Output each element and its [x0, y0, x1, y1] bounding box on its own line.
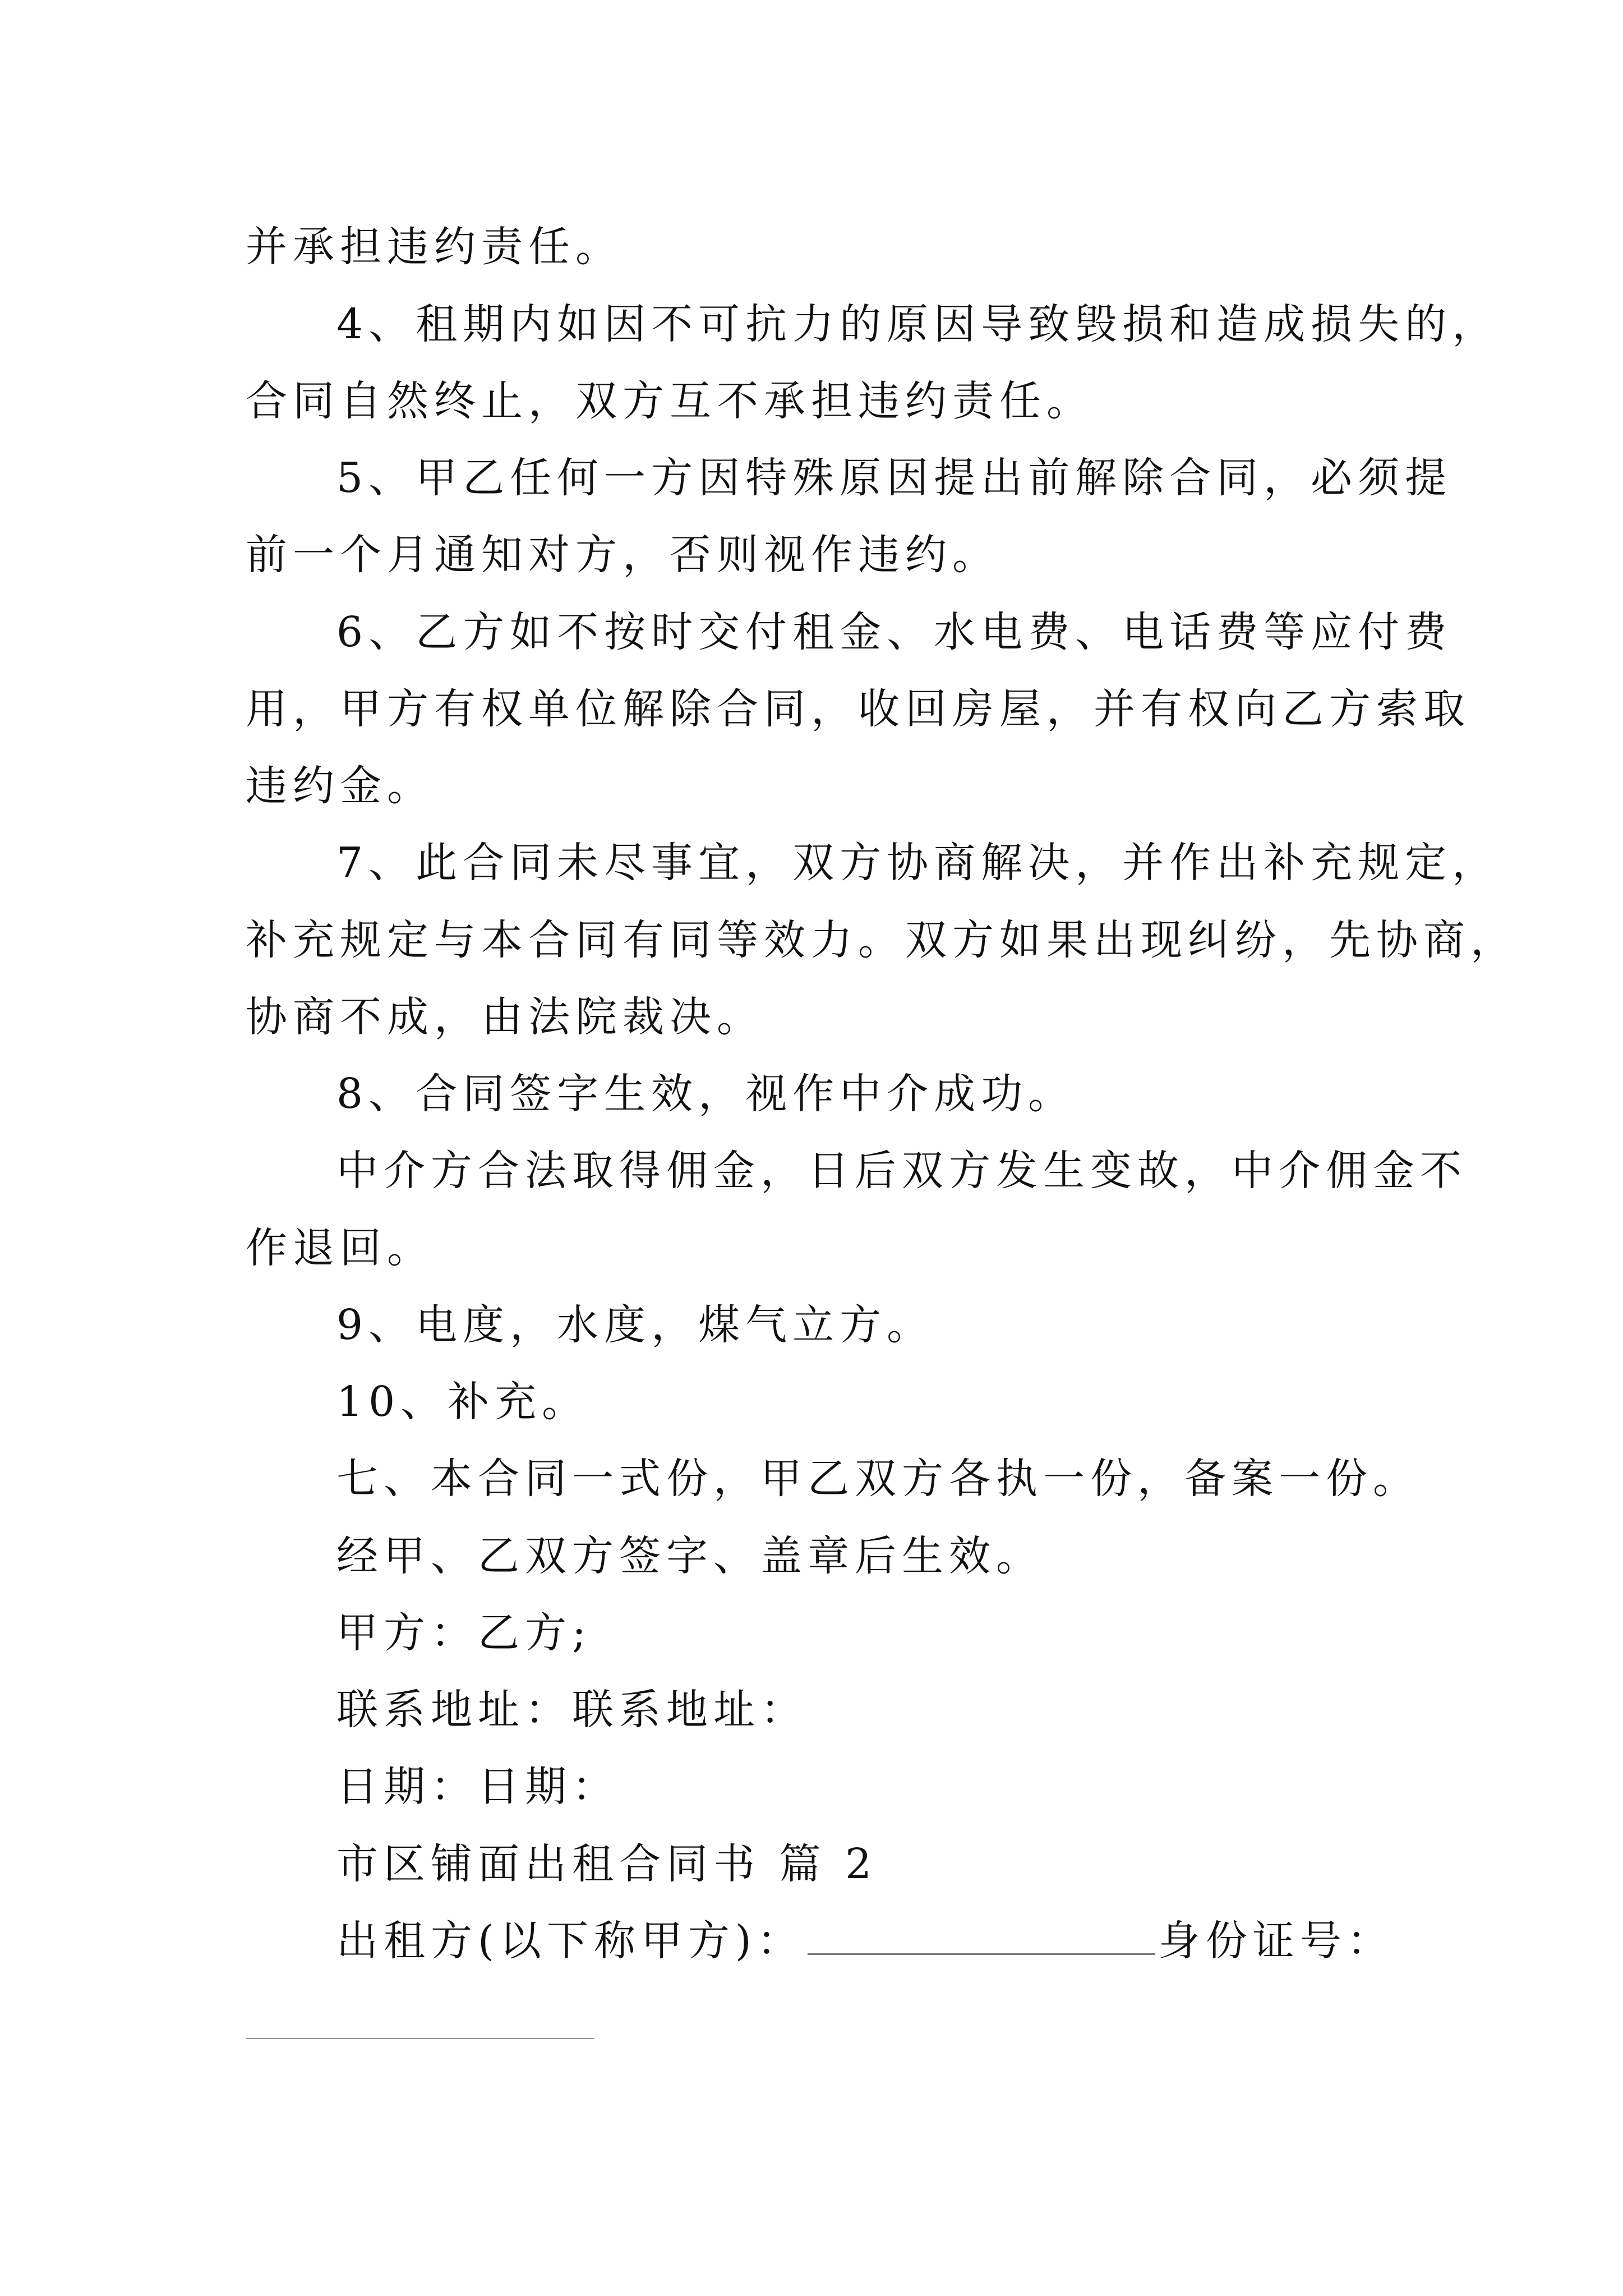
text-line: 合同自然终止，双方互不承担违约责任。 [246, 377, 1094, 425]
text-line: 甲方：乙方; [336, 1609, 592, 1657]
section-heading: 市区铺面出租合同书 篇 2 [336, 1840, 878, 1888]
id-number-label: 身份证号： [1158, 1917, 1394, 1965]
text-line: 经甲、乙双方签字、盖章后生效。 [336, 1532, 1043, 1580]
footnote-divider [246, 2038, 594, 2039]
text-line: 作退回。 [246, 1224, 434, 1272]
text-line-with-blank [336, 1914, 1394, 1968]
text-line: 中介方合法取得佣金，日后双方发生变故，中介佣金不 [336, 1147, 1467, 1195]
text-line: 协商不成，由法院裁决。 [246, 993, 764, 1041]
text-line: 七、本合同一式份，甲乙双方各执一份，备案一份。 [336, 1455, 1420, 1503]
text-line: 联系地址：联系地址： [336, 1686, 808, 1734]
text-line: 7、此合同未尽事宜，双方协商解决，并作出补充规定， [336, 839, 1500, 887]
text-line: 补充规定与本合同有同等效力。双方如果出现纠纷，先协商， [246, 916, 1518, 964]
text-line: 6、乙方如不按时交付租金、水电费、电话费等应付费 [336, 608, 1453, 656]
fill-in-blank [808, 1914, 1155, 1955]
text-line: 10、补充。 [336, 1378, 589, 1426]
text-line: 并承担违约责任。 [246, 223, 623, 271]
text-line: 用，甲方有权单位解除合同，收回房屋，并有权向乙方索取 [246, 685, 1470, 733]
text-line: 违约金。 [246, 762, 434, 810]
text-line: 5、甲乙任何一方因特殊原因提出前解除合同，必须提 [336, 454, 1453, 502]
text-line: 前一个月通知对方，否则视作违约。 [246, 531, 999, 579]
text-line: 8、合同签字生效，视作中介成功。 [336, 1070, 1076, 1118]
text-line: 4、租期内如因不可抗力的原因导致毁损和造成损失的， [336, 300, 1500, 348]
lessor-label: 出租方(以下称甲方)： [336, 1917, 804, 1965]
text-line: 9、电度，水度，煤气立方。 [336, 1301, 934, 1349]
text-line: 日期：日期： [336, 1763, 619, 1811]
